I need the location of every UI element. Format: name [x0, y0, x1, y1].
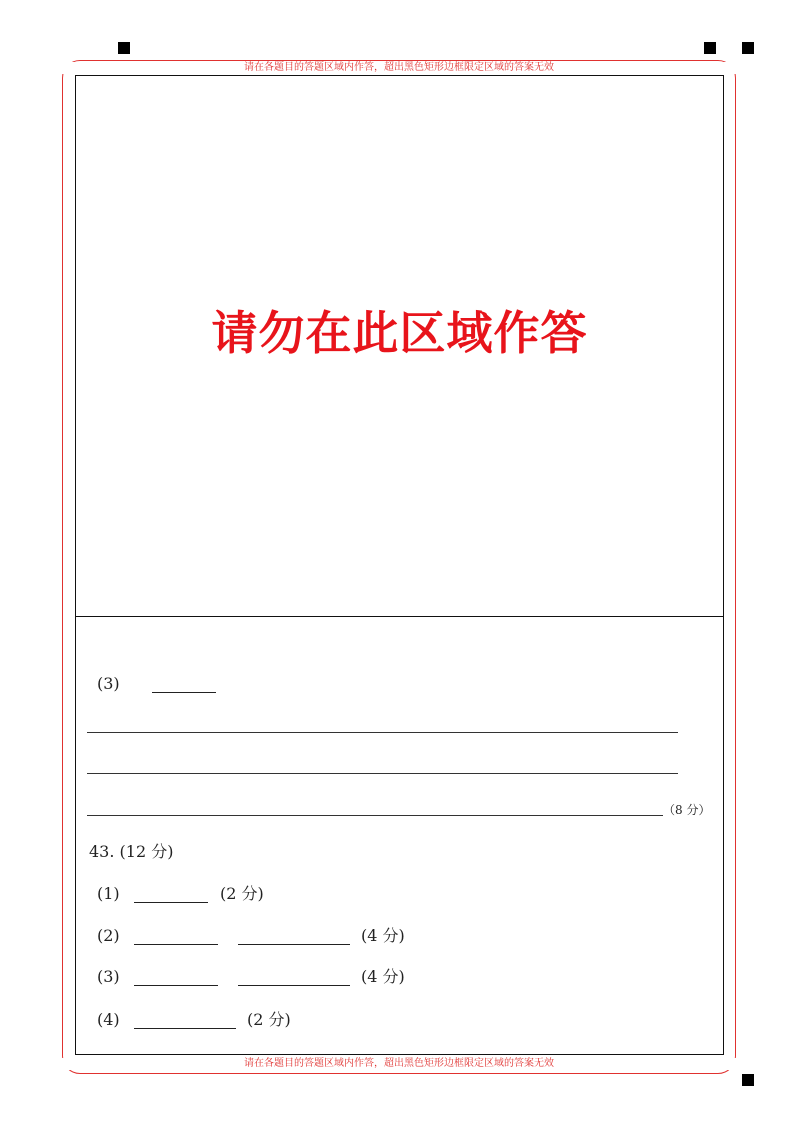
boundary-notice-top: 请在各题目的答题区域内作答，超出黑色矩形边框限定区域的答案无效: [62, 62, 736, 74]
part3-label: (3): [97, 674, 120, 693]
part3-writing-line-1[interactable]: [87, 732, 678, 733]
q43-item3-label: (3): [97, 967, 120, 986]
registration-mark-bottom-right: [742, 1074, 754, 1086]
registration-mark-top-left: [118, 42, 130, 54]
q43-item3-blank-a[interactable]: [134, 985, 218, 986]
registration-mark-top-right-outer: [742, 42, 754, 54]
q43-item2-blank-a[interactable]: [134, 944, 218, 945]
part3-score: （8 分）: [663, 803, 711, 817]
q43-item2-label: (2): [97, 926, 120, 945]
q43-item4-label: (4): [97, 1010, 120, 1029]
registration-mark-top-right-inner: [704, 42, 716, 54]
q43-item1-blank[interactable]: [134, 902, 208, 903]
q43-item2-blank-b[interactable]: [238, 944, 350, 945]
part3-writing-line-2[interactable]: [87, 773, 678, 774]
q43-item2-score: (4 分): [361, 926, 405, 945]
no-answer-area: [75, 75, 724, 617]
q43-item3-score: (4 分): [361, 967, 405, 986]
boundary-notice-bottom: 请在各题目的答题区域内作答，超出黑色矩形边框限定区域的答案无效: [62, 1058, 736, 1070]
q43-item4-blank[interactable]: [134, 1028, 236, 1029]
q43-item1-label: (1): [97, 884, 120, 903]
q43-title: 43. (12 分): [89, 842, 174, 861]
q43-item1-score: (2 分): [220, 884, 264, 903]
q43-item3-blank-b[interactable]: [238, 985, 350, 986]
no-answer-warning: 请勿在此区域作答: [211, 306, 588, 360]
part3-answer-blank[interactable]: [152, 692, 216, 693]
part3-writing-line-3[interactable]: [87, 815, 663, 816]
section-divider: [75, 616, 724, 617]
q43-item4-score: (2 分): [247, 1010, 291, 1029]
